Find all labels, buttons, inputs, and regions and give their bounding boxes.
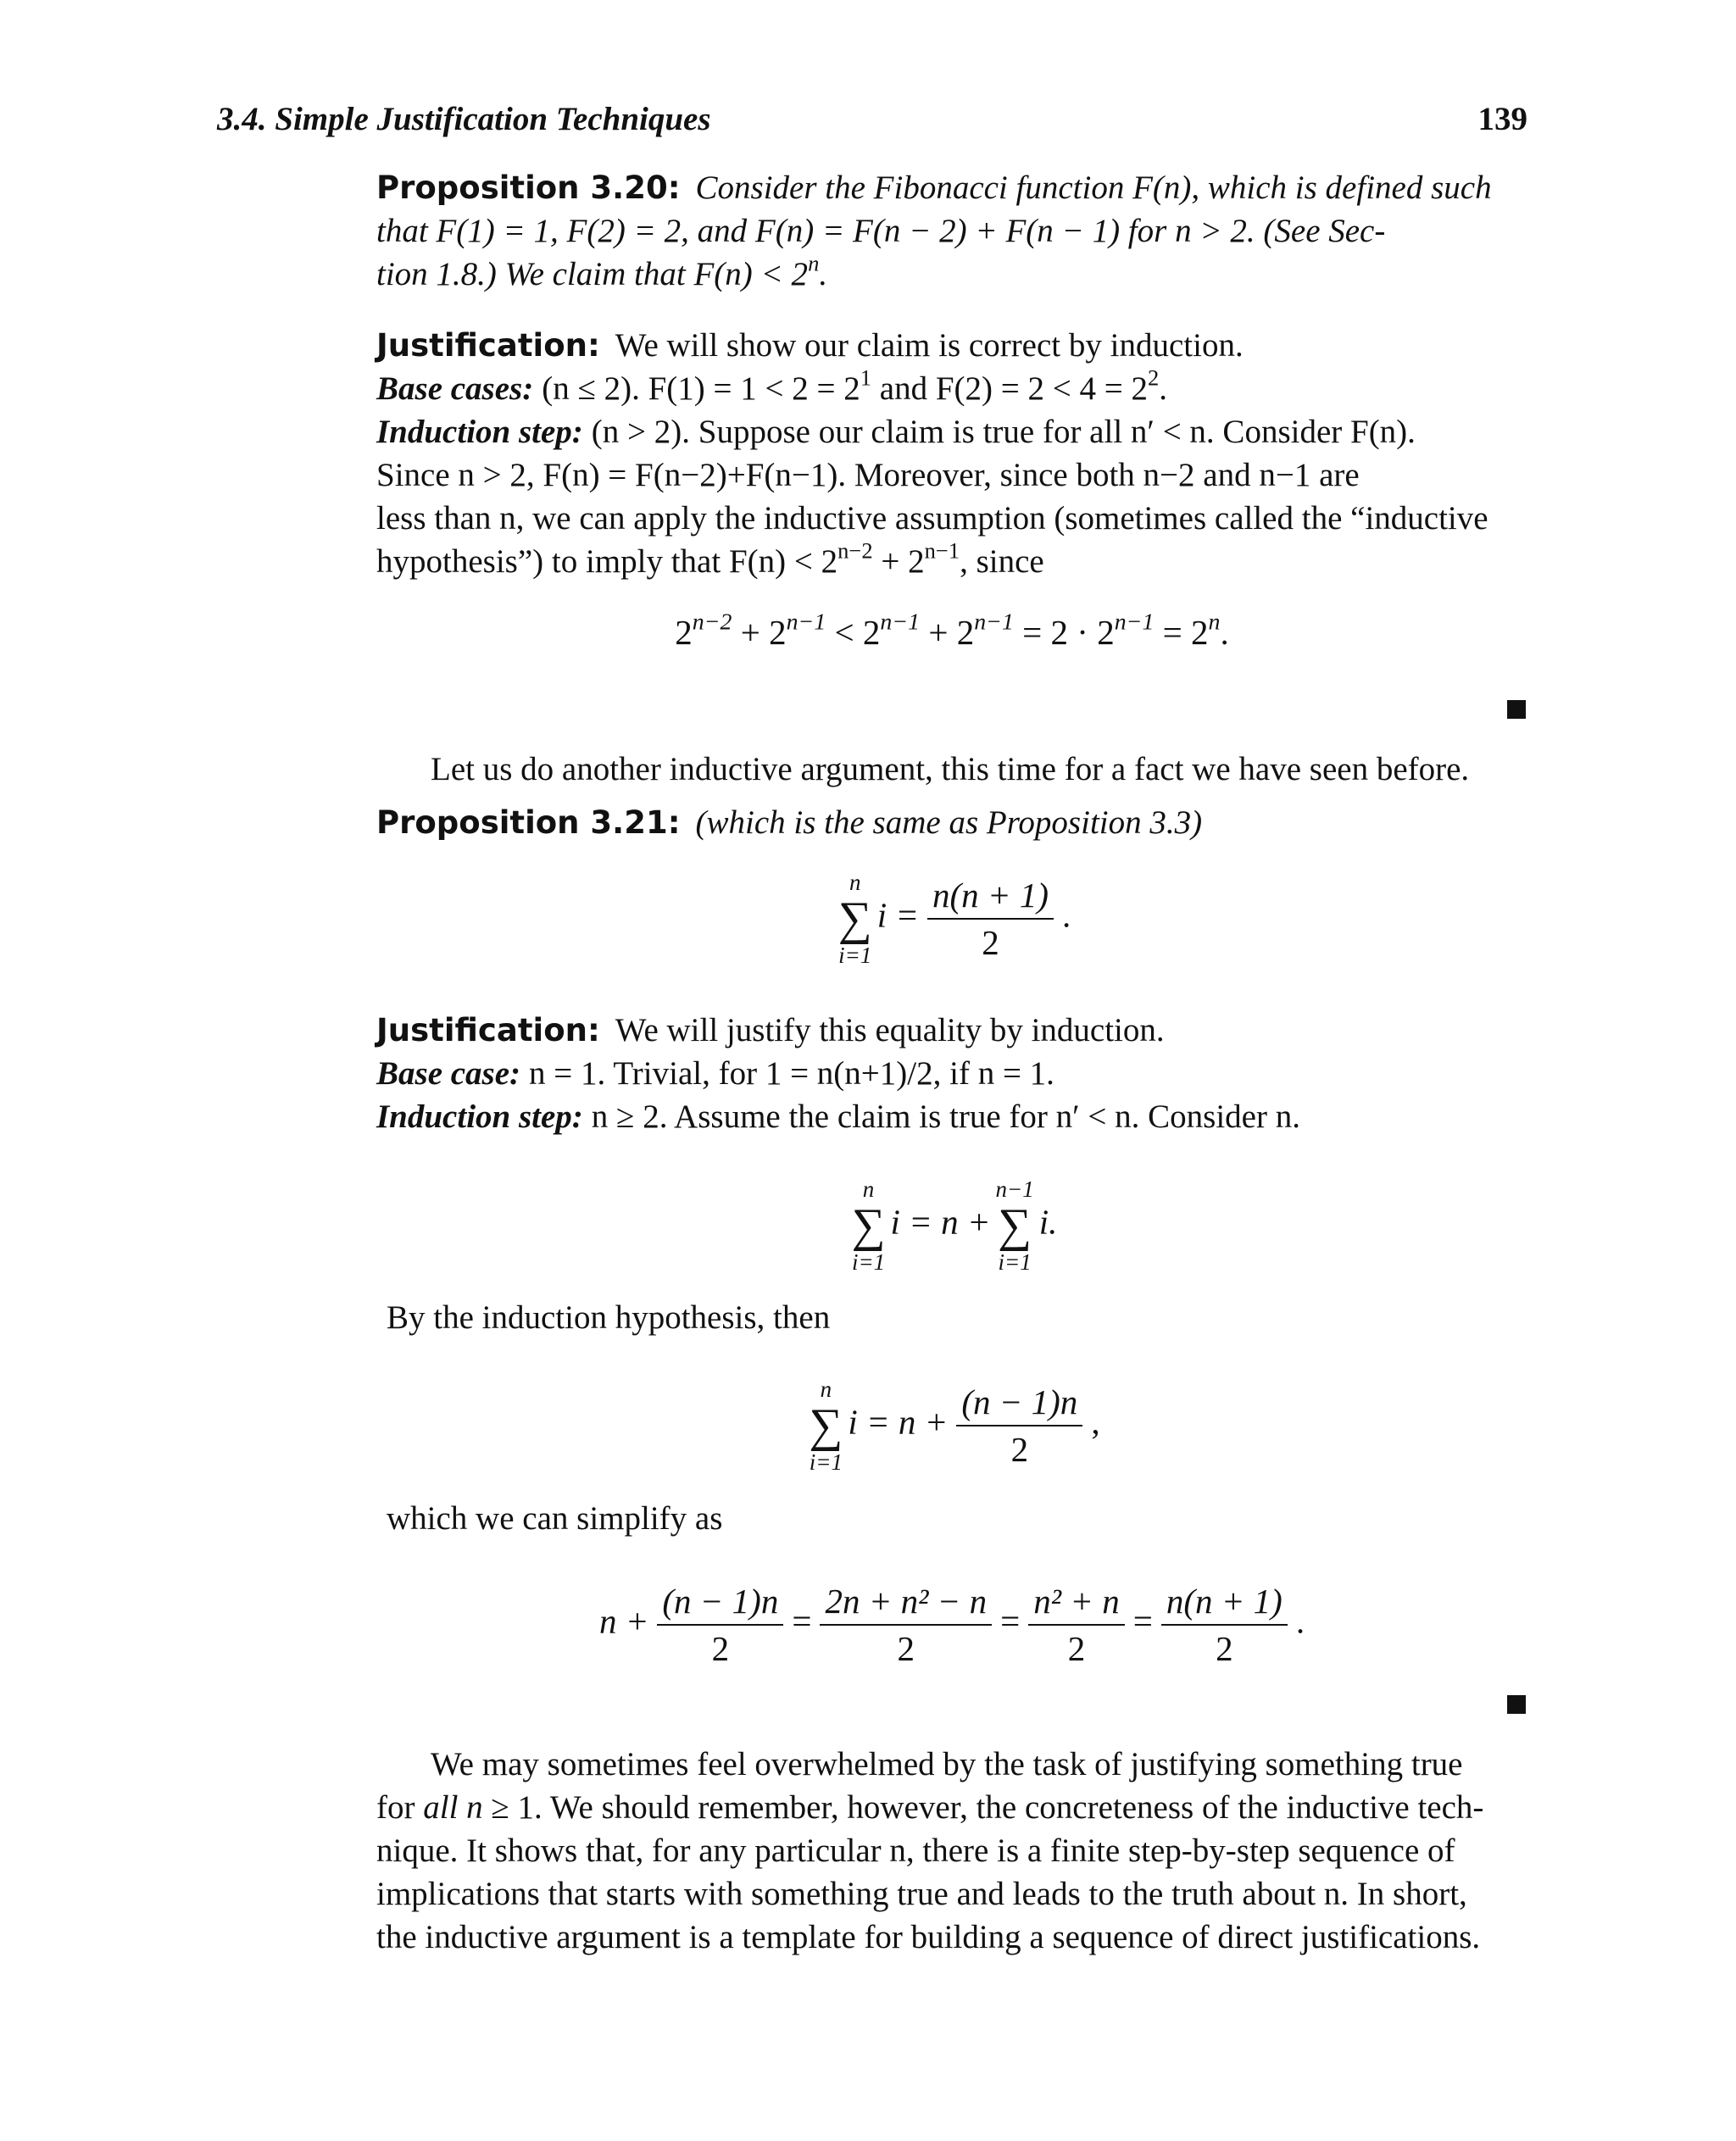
prop-321-label: Proposition 3.21: (376, 804, 681, 841)
page-number: 139 (1477, 101, 1527, 137)
sum-formula: n ∑ i=1 i = $\frac{n(n + 1)}{2}$ . (837, 870, 1071, 968)
prop-320-line-2: that F(1) = 1, F(2) = 2, and F(n) = F(n − 2) + F(n − 1) for n > 2. (See Sec- (376, 213, 1386, 249)
prop-320-line-3: tion 1.8.) We claim that $F(n) < 2^n$. (376, 250, 828, 292)
justification-1 (376, 324, 1527, 583)
just2-intro: Justification: We will justify this equality by induction. (376, 1012, 1165, 1048)
closing-paragraph: We may sometimes feel overwhelmed by the task of justifying something true for all n ≥ 1. We should remember, however, the concreteness of the inductive tech- nique. It shows that, for any particular n, there is a finite step-by-step sequence of implications that starts with something true and leads to the truth about n. In short, the inductive argument is a template for building a sequence of direct justifications. (376, 1746, 1484, 1955)
just2-step: Induction step: n ≥ 2. Assume the claim is true for n′ < n. Consider n. (376, 1098, 1300, 1135)
prop-320-label: Proposition 3.20: (376, 170, 681, 206)
simplify-text: which we can simplify as (387, 1500, 723, 1537)
justification-2 (376, 1009, 1527, 1138)
hypothesis-equation: n ∑ i=1 i = n + $\frac{(n - 1)n}{2}$ , (809, 1376, 1100, 1475)
just1-line-6: hypothesis”) to imply that $F(n) < 2^{n-2} + 2^{n-1}$, since (376, 537, 1044, 580)
sum-split-equation: n ∑ i=1 i = n + n−1 ∑ i=1 i. (851, 1176, 1058, 1275)
section-header: 3.4. Simple Justification Techniques (217, 101, 711, 137)
fibonacci-inequality: $2^{n-2} + 2^{n-1} < 2^{n-1} + 2^{n-1} = 2 \cdot 2^{n-1} = 2^n$. (675, 609, 1229, 652)
transition-text: Let us do another inductive argument, this time for a fact we have seen before. (431, 751, 1470, 787)
qed-square-2 (1507, 1695, 1526, 1714)
summation-sign: n ∑ i=1 (837, 870, 872, 968)
prop-320-line-1: Proposition 3.20: Consider the Fibonacci function F(n), which is defined such (376, 170, 1492, 206)
just1-base: Base cases: (n ≤ 2). $F(1) = 1 < 2 = 2^1$ and $F(2) = 2 < 4 = 2^2$. (376, 364, 1167, 407)
simplification-equation: n + $\frac{(n - 1)n}{2}$ = $\frac{\text{2n + n² − n}}{2}$ = $\frac{\text{n² + n}}{2}$ = $\frac{n(n + 1)}{2}$ . (376, 1578, 1527, 1671)
just2-base: Base case: n = 1. Trivial, for 1 = n(n+1)/2, if n = 1. (376, 1055, 1054, 1092)
proposition-3-20 (376, 166, 1527, 296)
just1-step: Induction step: (n > 2). Suppose our claim is true for all n′ < n. Consider F(n). (376, 414, 1416, 450)
fraction: $\frac{n(n + 1)}{2}$ (927, 872, 1054, 965)
just1-line-5: less than n, we can apply the inductive assumption (sometimes called the “inductive (376, 500, 1488, 537)
proposition-3-21: Proposition 3.21: (which is the same as Proposition 3.3) (376, 804, 1203, 841)
induction-hypothesis-text: By the induction hypothesis, then (387, 1299, 831, 1336)
just1-intro: Justification: We will show our claim is correct by induction. (376, 327, 1244, 364)
just1-line-4: Since n > 2, F(n) = F(n−2)+F(n−1). Moreover, since both n−2 and n−1 are (376, 457, 1360, 493)
qed-square-1 (1507, 700, 1526, 719)
